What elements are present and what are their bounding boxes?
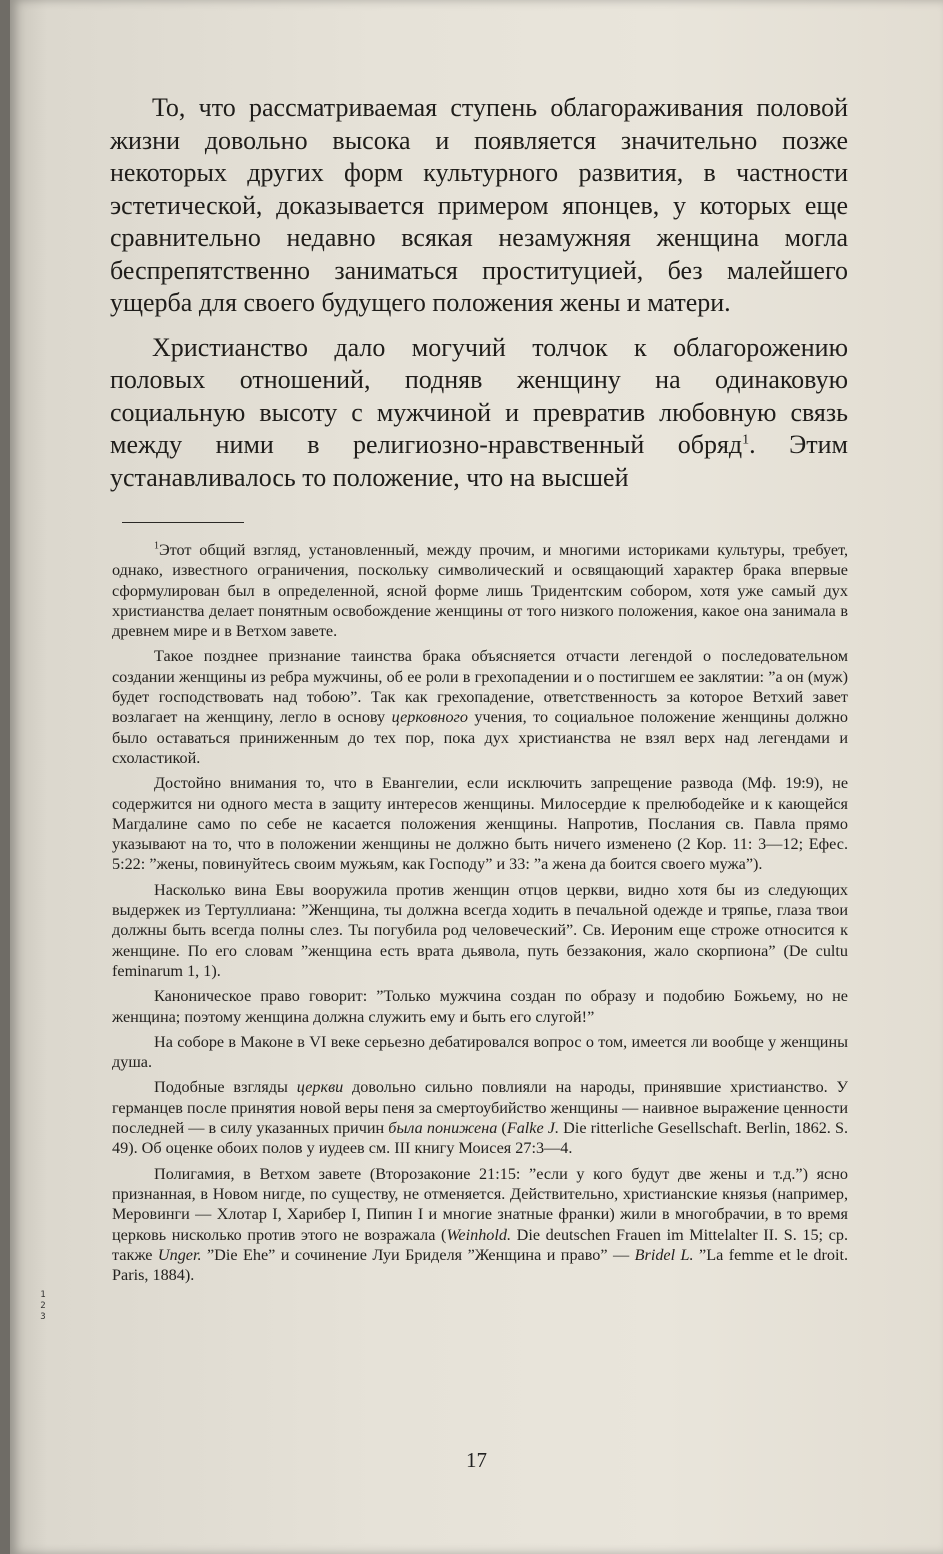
- footnote-text: ”Die Ehe” и сочинение Луи Бриделя ”Женщина и право” —: [201, 1245, 635, 1264]
- footnote-paragraph-2: [112, 646, 848, 768]
- paragraph-1: [110, 92, 848, 320]
- footnote-paragraph-3: [112, 773, 848, 874]
- footnote-1-text: Этот общий взгляд, установленный, между прочим, и многими историками культуры, требует, однако, известного ограничения, поскольку символический и освящающий характер брака впервые сформулирован был в определенной, ясной форме лишь Тридентским собором, хотя уже самый дух христианства делает понятным освобождение женщины от того низкого положения, какое она занимала в древнем мире и в Ветхом завете.: [112, 541, 848, 641]
- footnote-text: Достойно внимания то, что в Евангелии, если исключить запрещение развода (Мф. 19:9), не содержится ни одного места в защиту интересов женщины. Милосердие к прелюбодейке и к кающейся Магдалине само по себе не касается положения женщины. Напротив, Послания св. Павла прямо указывают на то, что в положении женщины не должно быть ничего изменено (2 Кор. 11: 3—12; Ефес. 5:22: ”жены, повинуйтесь своим мужьям, как Господу” и 33: ”а жена да боится своего мужа”).: [112, 774, 848, 874]
- footnote-italic: была понижена: [388, 1119, 498, 1138]
- footnote-text: Подобные взгляды: [154, 1078, 297, 1097]
- margin-mark: 2: [40, 1301, 46, 1311]
- book-page: [10, 0, 943, 1554]
- main-text: [110, 92, 848, 494]
- footnote-text: Полигамия, в Ветхом завете (Второзаконие 21:15: ”если у кого будут две жены и т.д.”) ясно признанная, в Новом нигде, по существу, не отменяется. Действительно, христианские князья (например, Меровинги — Хлотар I, Харибер I, Пипин I и многие знатные франки) жили в многобрачии, в то время церковь нисколько против этого не возражала (: [112, 1164, 848, 1244]
- footnote-1-mark: 1: [154, 540, 159, 552]
- footnote-paragraph-6: [112, 1032, 848, 1073]
- footnote-paragraph-5: [112, 986, 848, 1027]
- footnote-italic: церкви: [296, 1078, 344, 1097]
- footnote-text: Die ritterliche Gesellschaft. Berlin, 1862. S. 49). Об оценке обоих полов у иудеев см. III книгу Моисея 27:3—4.: [112, 1119, 848, 1158]
- footnote-italic: Unger.: [157, 1245, 202, 1264]
- footnote-text: Die deutschen Frauen im Mittelalter II. S. 15; ср. также: [112, 1225, 848, 1264]
- footnote-text: (: [497, 1119, 507, 1138]
- footnote-text: На соборе в Маконе в VI веке серьезно дебатировался вопрос о том, имеется ли вообще у женщины душа.: [112, 1032, 848, 1072]
- footnote-italic: церковного: [391, 708, 468, 727]
- footnote-paragraph-7: [112, 1077, 848, 1158]
- footnote-italic: Falke J.: [506, 1119, 560, 1138]
- footnote-text: Каноническое право говорит: ”Только мужчина создан по образу и подобию Божьему, но не женщина; поэтому женщина должна служить ему и быть его слугой!”: [112, 987, 848, 1026]
- footnote-italic: Bridel L.: [634, 1245, 694, 1264]
- footnotes: [112, 540, 848, 1285]
- footnote-text: Такое позднее признание таинства брака объясняется отчасти легендой о последовательном создании женщины из ребра мужчины, об ее роли в грехопадении и о постигшем ее заклятии: ”а он (муж) будет господствовать над тобою”. Так как грехопадение, ответственность за которое Ветхий завет возлагает на женщину, легло в основу: [112, 647, 848, 727]
- footnote-italic: Weinhold.: [446, 1225, 512, 1244]
- footnote-text: учения, то социальное положение женщины должно было оставаться приниженным до тех пор, пока дух христианства не взял верх над легендами и схоластикой.: [112, 708, 848, 767]
- paragraph-2-text: Христианство дало могучий толчок к облагорожению половых отношений, подняв женщину на одинаковую социальную высоту с мужчиной и превратив любовную связь между ними в религиозно-нравственный обряд: [110, 332, 848, 459]
- footnote-1: [112, 540, 848, 641]
- footnote-text: ”La femme et le droit. Paris, 1884).: [112, 1245, 849, 1285]
- paragraph-2-tail: . Этим устанавливалось то положение, что на высшей: [110, 430, 848, 492]
- footnote-reference: 1: [742, 432, 750, 448]
- page-number: 17: [466, 1448, 487, 1472]
- footnote-paragraph-4: [112, 880, 848, 981]
- margin-marks: [38, 1290, 48, 1323]
- margin-mark: 3: [40, 1312, 46, 1322]
- paragraph-1-text: То, что рассматриваемая ступень облагораживания половой жизни довольно высока и появляется значительно позже некоторых других форм культурного развития, в частности эстетической, доказывается примером японцев, у которых еще сравнительно недавно всякая незамужняя женщина могла беспрепятственно заниматься проституцией, без малейшего ущерба для своего будущего положения жены и матери.: [110, 93, 848, 317]
- footnote-paragraph-8: [112, 1164, 848, 1286]
- footnote-separator: [122, 522, 244, 523]
- footnote-text: довольно сильно повлияли на народы, принявшие христианство. У германцев после принятия новой веры пеня за смертоубийство женщины — наивное выражение ценности последней — в силу указанных причин: [112, 1078, 848, 1138]
- paragraph-2: [110, 332, 848, 495]
- footnote-text: Насколько вина Евы вооружила против женщин отцов церкви, видно хотя бы из следующих выдержек из Тертуллиана: ”Женщина, ты должна всегда ходить в печальной одежде и тряпье, глаза твои должны быть всегда полны слез. Ты погубила род человеческий”. Св. Иероним еще строже относится к женщине. По его словам ”женщина есть врата дьявола, путь беззакония, жало скорпиона” (De cultu feminarum 1, 1).: [112, 880, 848, 980]
- margin-mark: 1: [40, 1290, 46, 1300]
